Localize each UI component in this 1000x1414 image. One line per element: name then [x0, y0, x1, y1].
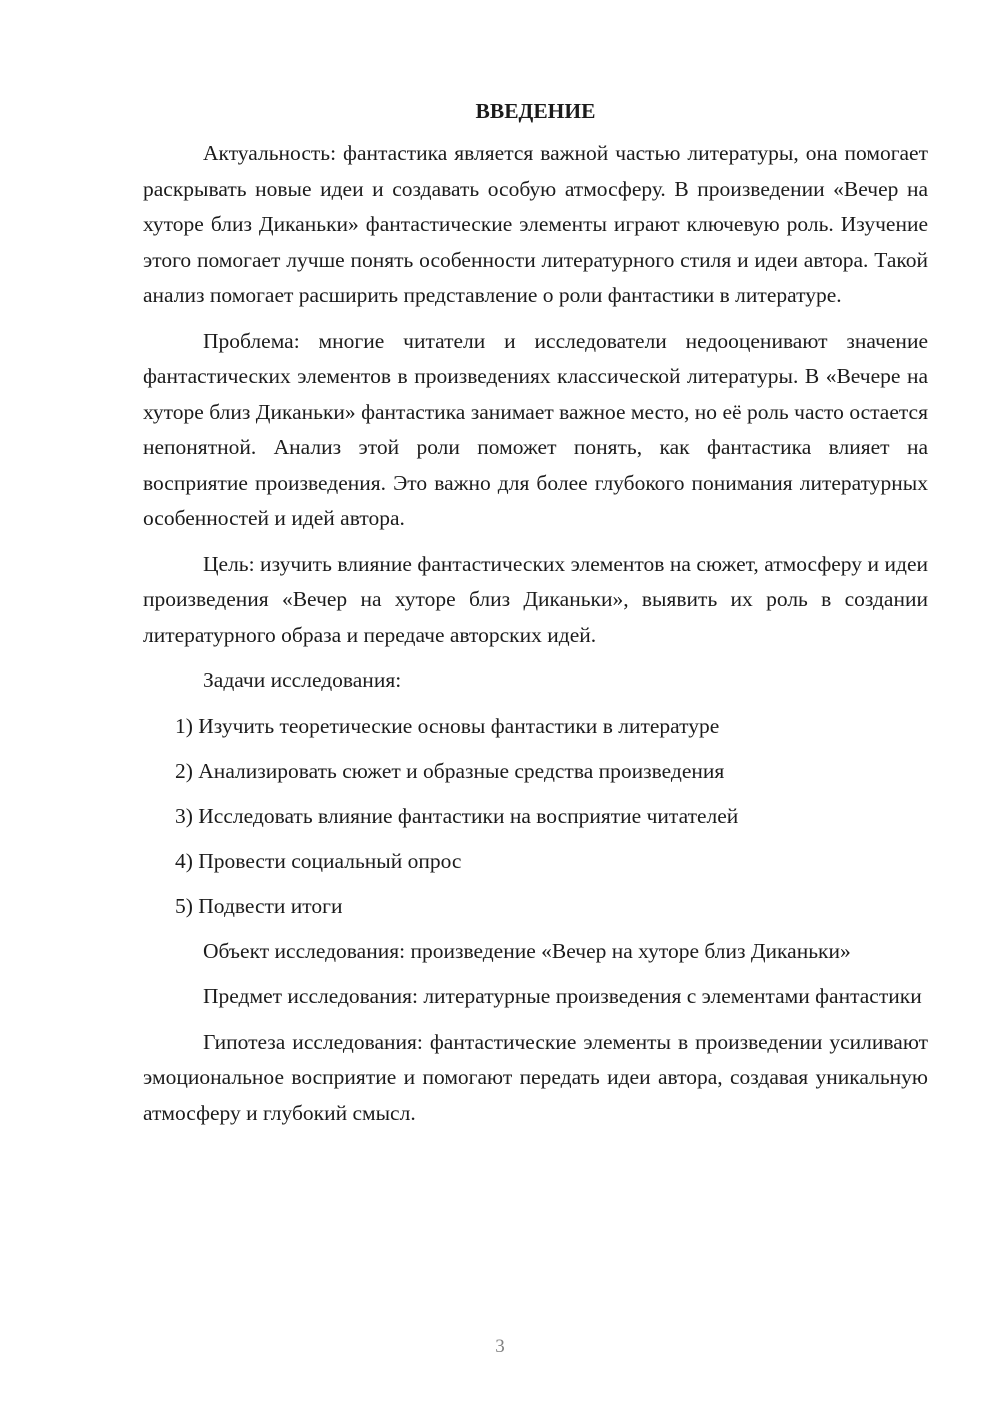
task-item: 2) Анализировать сюжет и образные средства произведения — [175, 758, 725, 783]
hypothesis-paragraph: Гипотеза исследования: фантастические элементы в произведении усиливают эмоциональное восприятие и помогают передать идеи автора, создавая уникальную атмосферу и глубокий смысл. — [143, 1029, 928, 1125]
page-number: 3 — [495, 1336, 505, 1357]
goal-paragraph: Цель: изучить влияние фантастических элементов на сюжет, атмосферу и идеи произведения «Вечер на хуторе близ Диканьки», выявить их роль в создании литературного образа и передаче авторских идей. — [143, 551, 928, 647]
task-item: 5) Подвести итоги — [175, 893, 343, 918]
section-title: ВВЕДЕНИЕ — [475, 99, 596, 123]
document-page — [143, 96, 928, 1141]
tasks-heading: Задачи исследования: — [203, 668, 402, 692]
task-item: 1) Изучить теоретические основы фантастики в литературе — [175, 713, 720, 738]
subject-paragraph: Предмет исследования: литературные произведения с элементами фантастики — [203, 984, 922, 1008]
tasks-list — [143, 709, 928, 925]
object-paragraph: Объект исследования: произведение «Вечер на хуторе близ Диканьки» — [203, 938, 851, 963]
problem-paragraph: Проблема: многие читатели и исследователи недооценивают значение фантастических элементов в произведениях классической литературы. В «Вечере на хуторе близ Диканьки» фантастика занимает важное место, но её роль часто остается непонятной. Анализ этой роли поможет понять, как фантастика влияет на восприятие произведения. Это важно для более глубокого понимания литературных особенностей и идей автора. — [143, 328, 928, 530]
task-item: 3) Исследовать влияние фантастики на восприятие читателей — [175, 803, 739, 828]
relevance-paragraph: Актуальность: фантастика является важной частью литературы, она помогает раскрывать новые идеи и создавать особую атмосферу. В произведении «Вечер на хуторе близ Диканьки» фантастические элементы играют ключевую роль. Изучение этого помогает лучше понять особенности литературного стиля и идеи автора. Такой анализ помогает расширить представление о роли фантастики в литературе. — [143, 141, 928, 307]
task-item: 4) Провести социальный опрос — [175, 848, 462, 873]
